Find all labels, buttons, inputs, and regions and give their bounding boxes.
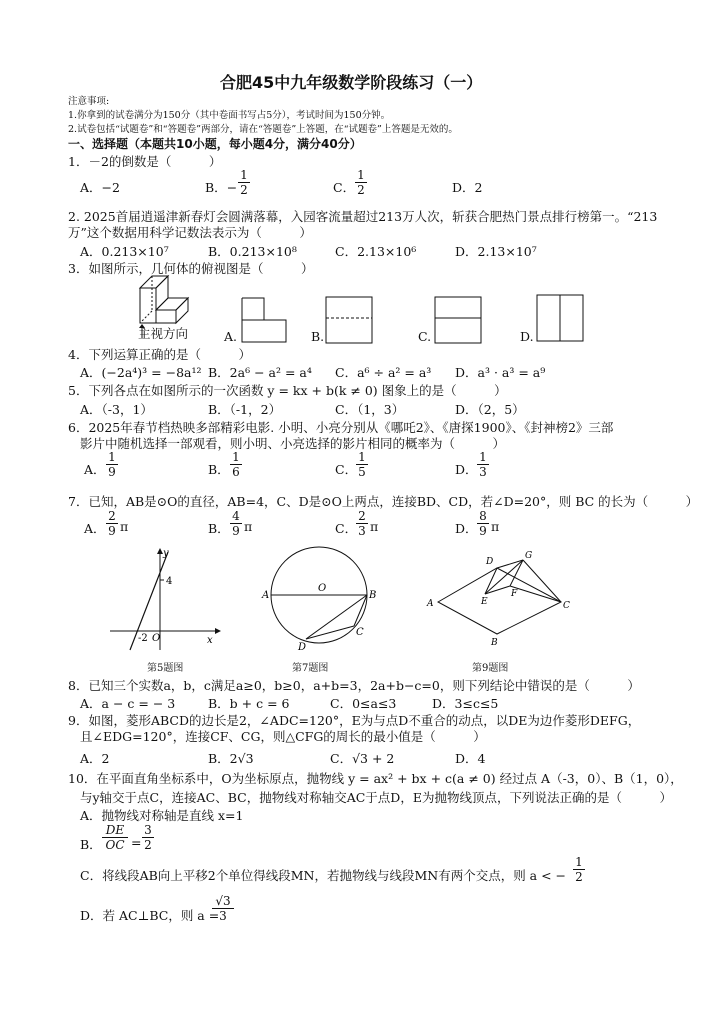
fig5-x-axis-label: x [207, 635, 213, 646]
fig9-label-g: G [525, 551, 533, 561]
q1-option-c-label: C． [333, 180, 356, 195]
fig9-label-a: A [427, 599, 434, 609]
q1-option-d: D．2 [452, 180, 483, 195]
q9-option-d: D．4 [455, 751, 486, 766]
figure-5-graph [110, 548, 220, 653]
q10-option-a: A．抛物线对称轴是直线 x=1 [80, 808, 244, 823]
q3-option-d-figure [536, 294, 586, 342]
q8-stem: 8．已知三个实数a，b，c满足a≥0，b≥0，a+b=3，2a+b−c=0，则下列结论中错误的是（ ） [68, 678, 640, 693]
figure-9-rhombus [425, 548, 575, 648]
q6-option-d-fraction: $\frac{1}{3}$ [477, 450, 489, 479]
q10-option-d-fraction: $\frac{√3}{3}$ [212, 894, 234, 923]
q7-option-c-label: C． [335, 521, 358, 536]
q9-option-c: C．√3 + 2 [330, 751, 395, 766]
q8-option-c: C．0≤a≤3 [330, 696, 397, 711]
q8-option-a: A．a − c = − 3 [80, 696, 176, 711]
q3-option-a-label: A. [224, 329, 238, 344]
q8-option-b: B．b + c = 6 [208, 696, 290, 711]
q1-option-b-label: B．− [205, 180, 238, 195]
figure-5-caption: 第5题图 [147, 663, 184, 674]
q9-option-a: A．2 [80, 751, 110, 766]
q10-option-c-fraction: $\frac{1}{2}$ [573, 855, 585, 884]
fig7-label-d: D [298, 642, 307, 653]
q2-option-d: D．2.13×10⁷ [455, 244, 537, 259]
q5-option-a: A．（-3，1） [80, 402, 153, 417]
q3-option-b-figure [325, 296, 375, 344]
q3-option-c-figure [434, 296, 484, 344]
q10-option-b-label: B． [80, 837, 102, 852]
q3-option-a-figure [238, 296, 288, 344]
q10-stem-line1: 10．在平面直角坐标系中，O为坐标原点，抛物线 y = ax² + bx + c(a ≠ 0) 经过点 A（-3，0）、B（1，0）， [68, 771, 683, 786]
fig9-label-f: F [511, 589, 518, 599]
q4-option-d: D．a³ · a³ = a⁹ [455, 365, 546, 380]
q2-option-a: A．0.213×10⁷ [80, 244, 169, 259]
q5-option-d: D．（2，5） [455, 402, 525, 417]
fig9-label-d: D [486, 557, 494, 567]
q7-option-c-fraction: $\frac{2}{3}$ [356, 509, 368, 538]
section-title: 一、选择题（本题共10小题，每小题4分，满分40分） [68, 137, 362, 151]
q6-option-c-label: C． [335, 462, 358, 477]
fig9-label-e: E [481, 597, 488, 607]
q7-stem: 7．已知，AB是⊙O的直径，AB=4，C、D是⊙O上两点，连接BD、CD，若∠D=20°，则 BC 的长为（ ） [68, 494, 699, 509]
q6-stem-line2: 影片中随机选择一部观看，则小明、小亮选择的影片相同的概率为（ ） [80, 436, 506, 451]
q7-option-d-fraction: $\frac{8}{9}$ [477, 509, 489, 538]
q3-stem: 3．如图所示，几何体的俯视图是（ ） [68, 261, 314, 276]
q1-option-b-fraction: $\frac{1}{2}$ [238, 168, 250, 197]
q7-option-c-pi: π [370, 519, 379, 534]
q7-option-a-label: A． [84, 521, 106, 536]
q2-option-b: B．0.213×10⁸ [208, 244, 297, 259]
fig7-label-a: A [262, 590, 270, 601]
q1-option-c-fraction: $\frac{1}{2}$ [355, 168, 367, 197]
q2-stem-line1: 2. 2025首届逍遥津新春灯会圆满落幕，入园客流量超过213万人次，斩获合肥热门景点排行榜第一。“213 [68, 209, 658, 224]
q4-option-a: A．(−2a⁴)³ = −8a¹² [80, 365, 202, 380]
q6-option-a-fraction: $\frac{1}{9}$ [106, 450, 118, 479]
q3-view-direction-label: 主视方向 [138, 326, 189, 341]
q10-option-b-result: $\frac{3}{2}$ [142, 823, 154, 852]
q10-option-b-fraction: $\frac{DE}{OC}$ [102, 823, 128, 852]
q4-stem: 4．下列运算正确的是（ ） [68, 347, 251, 362]
page-title: 合肥45中九年级数学阶段练习（一） [220, 73, 483, 92]
figure-9-caption: 第9题图 [472, 663, 509, 674]
q2-option-c: C．2.13×10⁶ [335, 244, 417, 259]
q7-option-b-label: B． [208, 521, 230, 536]
fig5-y-axis-label: y [163, 548, 169, 559]
q7-option-d-pi: π [491, 519, 500, 534]
q6-option-c-fraction: $\frac{1}{5}$ [356, 450, 368, 479]
notice-line-2: 2.试卷包括“试题卷”和“答题卷”两部分，请在“答题卷”上答题，在“试题卷”上答题是无效的。 [68, 124, 458, 135]
q5-option-c: C．（1，3） [335, 402, 405, 417]
fig7-label-b: B [369, 590, 377, 601]
notice-heading: 注意事项: [68, 96, 110, 107]
q6-stem-line1: 6．2025年春节档热映多部精彩电影. 小明、小亮分别从《哪吒2》、《唐探1900》、《封神榜2》三部 [68, 420, 614, 435]
fig9-label-c: C [563, 601, 570, 611]
fig5-tick-neg2: -2 [138, 633, 148, 644]
q10-option-c-text: C．将线段AB向上平移2个单位得线段MN，若抛物线与线段MN有两个交点，则 a < − [80, 868, 567, 883]
q9-option-b: B．2√3 [208, 751, 254, 766]
fig7-label-c: C [356, 627, 364, 638]
figure-7-caption: 第7题图 [292, 663, 329, 674]
q1-option-a: A．−2 [80, 180, 120, 195]
fig5-tick-4: 4 [166, 576, 173, 587]
q7-option-a-fraction: $\frac{2}{9}$ [106, 509, 118, 538]
q6-option-b-fraction: $\frac{1}{6}$ [230, 450, 242, 479]
q2-stem-line2: 万”这个数据用科学记数法表示为（ ） [68, 225, 312, 240]
q9-stem-line1: 9．如图，菱形ABCD的边长是2，∠ADC=120°，E为与点D不重合的动点，以DE为边作菱形DEFG， [68, 713, 641, 728]
q7-option-d-label: D． [455, 521, 478, 536]
q6-option-a-label: A． [84, 462, 106, 477]
q6-option-b-label: B． [208, 462, 230, 477]
fig7-label-o: O [318, 583, 327, 594]
figure-7-circle [262, 546, 382, 656]
q3-option-d-label: D. [520, 329, 534, 344]
q4-option-c: C．a⁶ ÷ a² = a³ [335, 365, 432, 380]
q9-stem-line2: 且∠EDG=120°，连接CF、CG，则△CFG的周长的最小值是（ ） [80, 729, 486, 744]
q5-option-b: B．（-1，2） [208, 402, 282, 417]
q3-option-c-label: C. [418, 329, 432, 344]
notice-line-1: 1.你拿到的试卷满分为150分（其中卷面书写占5分），考试时间为150分钟。 [68, 110, 391, 121]
q10-option-d-text: D．若 AC⊥BC，则 a = [80, 908, 220, 923]
q8-option-d: D．3≤c≤5 [432, 696, 499, 711]
q4-option-b: B．2a⁶ − a² = a⁴ [208, 365, 312, 380]
q5-stem: 5．下列各点在如图所示的一次函数 y = kx + b(k ≠ 0) 图象上的是（ ） [68, 383, 507, 398]
q3-option-b-label: B. [311, 329, 325, 344]
q3-solid-figure [130, 268, 210, 328]
fig5-origin-label: O [152, 633, 161, 644]
q10-option-b-equals: = [131, 835, 142, 850]
q6-option-d-label: D． [455, 462, 478, 477]
q7-option-a-pi: π [120, 519, 129, 534]
q7-option-b-fraction: $\frac{4}{9}$ [230, 509, 242, 538]
q10-stem-line2: 与y轴交于点C，连接AC、BC，抛物线对称轴交AC于点D，E为抛物线顶点，下列说法正确的是（ ） [80, 790, 672, 805]
q7-option-b-pi: π [244, 519, 253, 534]
fig9-label-b: B [491, 638, 498, 648]
q1-stem: 1．－2的倒数是（ ） [68, 154, 222, 169]
